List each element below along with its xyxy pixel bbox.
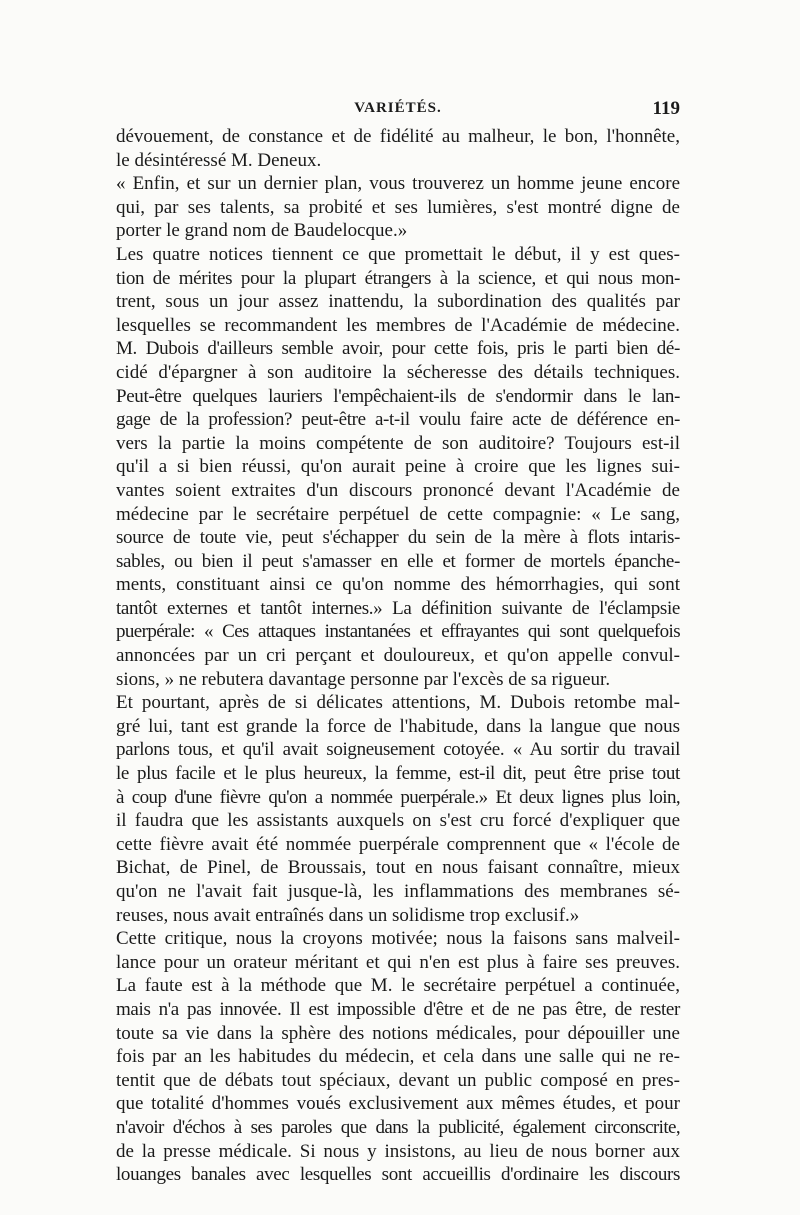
text-line: mais n'a pas innovée. Il est impossible d'être et de ne pas être, de rester [116, 998, 680, 1020]
text-line: sions, » ne rebutera davantage personne par l'excès de sa rigueur. [116, 668, 611, 690]
text-line: Cette critique, nous la croyons motivée; nous la faisons sans malveil- [116, 928, 680, 950]
text-line: Et pourtant, après de si délicates attentions, M. Dubois retombe mal- [116, 692, 680, 714]
text-line: cidé d'épargner à son auditoire la sécheresse des détails techniques. [116, 361, 680, 383]
text-line: n'avoir d'échos à ses paroles que dans la publicité, également circonscrite, [116, 1116, 680, 1138]
text-line: louanges banales avec lesquelles sont accueillis d'ordinaire les discours [116, 1164, 680, 1186]
text-line: Peut-être quelques lauriers l'empêchaient-ils de s'endormir dans le lan- [116, 385, 680, 407]
running-header [116, 100, 680, 126]
text-line: La faute est à la méthode que M. le secrétaire perpétuel a continuée, [116, 975, 680, 997]
text-line: Bichat, de Pinel, de Broussais, tout en nous faisant connaître, mieux [116, 857, 680, 879]
text-line: trent, sous un jour assez inattendu, la subordination des qualités par [116, 291, 680, 313]
text-line: vers la partie la moins compétente de son auditoire? Toujours est-il [116, 432, 680, 454]
text-line: source de toute vie, peut s'échapper du sein de la mère à flots intaris- [116, 527, 680, 549]
text-line: fois par an les habitudes du médecin, et cela dans une salle qui ne re- [116, 1046, 680, 1068]
text-line: tantôt externes et tantôt internes.» La définition suivante de l'éclampsie [116, 597, 680, 619]
running-title: VARIÉTÉS. [354, 100, 442, 116]
text-line: gré lui, tant est grande la force de l'habitude, dans la langue que nous [116, 715, 680, 737]
text-line: lance pour un orateur méritant et qui n'en est plus à faire ses preuves. [116, 951, 680, 973]
text-line: puerpérale: « Ces attaques instantanées et effrayantes qui sont quelquefois [116, 621, 680, 643]
text-line: cette fièvre avait été nommée puerpérale comprennent que « l'école de [116, 833, 680, 855]
text-line: tentit que de débats tout spéciaux, devant un public composé en pres- [116, 1069, 680, 1091]
text-line: Les quatre notices tiennent ce que promettait le début, il y est ques- [116, 243, 680, 265]
page-number: 119 [652, 98, 680, 119]
text-line: tion de mérites pour la plupart étrangers à la science, et qui nous mon- [116, 267, 680, 289]
text-line: ments, constituant ainsi ce qu'on nomme des hémorrhagies, qui sont [116, 574, 680, 596]
text-line: à coup d'une fièvre qu'on a nommée puerpérale.» Et deux lignes plus loin, [116, 786, 680, 808]
text-line: il faudra que les assistants auxquels on s'est cru forcé d'expliquer que [116, 810, 680, 832]
text-line: médecine par le secrétaire perpétuel de cette compagnie: « Le sang, [116, 503, 680, 525]
text-line: gage de la profession? peut-être a-t-il voulu faire acte de déférence en- [116, 409, 680, 431]
text-line: toute sa vie dans la sphère des notions médicales, pour dépouiller une [116, 1022, 680, 1044]
text-line: sables, ou bien il peut s'amasser en elle et former de mortels épanche- [116, 550, 680, 572]
text-line: porter le grand nom de Baudelocque.» [116, 220, 408, 242]
text-line: de la presse médicale. Si nous y insistons, au lieu de nous borner aux [116, 1140, 680, 1162]
text-line: qu'on ne l'avait fait jusque-là, les inflammations des membranes sé- [116, 881, 680, 902]
text-line: dévouement, de constance et de fidélité au malheur, le bon, l'honnête, [116, 126, 680, 147]
text-line: parlons tous, et qu'il avait soigneusement cotoyée. « Au sortir du travail [116, 739, 680, 761]
text-line: M. Dubois d'ailleurs semble avoir, pour cette fois, pris le parti bien dé- [116, 338, 680, 360]
text-line: le plus facile et le plus heureux, la femme, est-il dit, peut être prise tout [116, 763, 680, 785]
page-body-text [116, 125, 680, 1187]
text-line: « Enfin, et sur un dernier plan, vous trouverez un homme jeune encore [116, 173, 680, 195]
text-line: vantes soient extraites d'un discours prononcé devant l'Académie de [116, 479, 680, 501]
text-line: qui, par ses talents, sa probité et ses lumières, s'est montré digne de [116, 196, 680, 218]
text-line: que totalité d'hommes voués exclusivement aux mêmes études, et pour [116, 1093, 680, 1115]
text-line: lesquelles se recommandent les membres de l'Académie de médecine. [116, 314, 680, 336]
text-line: annoncées par un cri perçant et douloureux, et qu'on appelle convul- [116, 645, 680, 667]
text-line: qu'il a si bien réussi, qu'on aurait peine à croire que les lignes sui- [116, 456, 680, 478]
text-line: reuses, nous avait entraînés dans un solidisme trop exclusif.» [116, 904, 580, 926]
text-line: le désintéressé M. Deneux. [116, 149, 322, 171]
